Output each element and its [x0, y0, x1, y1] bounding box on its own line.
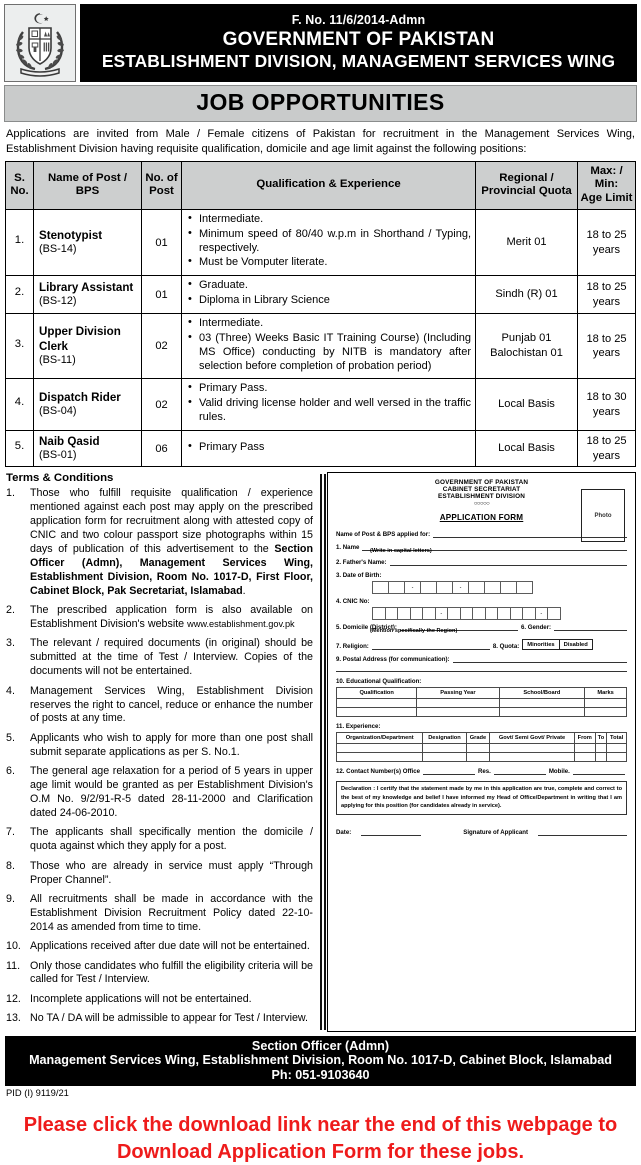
state-emblem: [4, 4, 76, 82]
experience-table: [336, 732, 627, 762]
footer-phone: Ph: 051-9103640: [271, 1068, 370, 1083]
education-table: [336, 687, 627, 717]
page-header: [0, 0, 641, 82]
footer-officer: Section Officer (Admn): [251, 1038, 390, 1053]
terms-item: Those who fulfill requisite qualification / experience mentioned against each post may apply on the prescribed application form for recruitment along with attested copy of CNIC and two colour passport size photographs within 15 days of publication of this advertisement to the Section Officer (Admn), Management Services Wing, Establishment Division, Room No. 1017-D, First Floor, Cabinet Block, Pak Secretariat, Islamabad.: [30, 487, 313, 597]
cnic-label: 4. CNIC No:: [336, 598, 370, 606]
posts-table: [5, 161, 636, 468]
cell-quota: Local Basis: [476, 379, 578, 431]
experience-row[interactable]: [337, 753, 627, 762]
dob-row: [336, 572, 627, 579]
col-sno: S. No.: [6, 161, 34, 209]
postal-address-input-2[interactable]: [336, 665, 627, 672]
cell-qualification: [182, 209, 476, 275]
form-division-line: ESTABLISHMENT DIVISION: [438, 493, 525, 501]
terms-item: Those who are already in service must apply “Through Proper Channel”.: [30, 859, 313, 886]
qualification-item: • Intermediate.: [186, 213, 471, 227]
cell-no-of-post: 01: [142, 209, 182, 275]
cell-sno: 3.: [6, 313, 34, 378]
table-row: [6, 209, 636, 275]
education-label: 10. Educational Qualification:: [336, 678, 422, 686]
cell-no-of-post: 02: [142, 313, 182, 378]
signature-row: [336, 829, 627, 836]
terms-item: The relevant / required documents (in original) should be submitted at the time of Test / Interview. Copies of the documents will not be entertained.: [30, 637, 313, 678]
mobile-phone-input[interactable]: [573, 768, 625, 775]
cnic-row: [336, 598, 627, 605]
terms-title: Terms & Conditions: [6, 472, 114, 485]
cell-post-name: Library Assistant (BS-12): [34, 276, 142, 314]
contact-label: 12. Contact Number(s) Office: [336, 768, 420, 776]
cell-quota: Punjab 01 Balochistan 01: [476, 313, 578, 378]
qualification-item: • Diploma in Library Science: [186, 294, 471, 308]
col-quota: Regional / Provincial Quota: [476, 161, 578, 209]
download-note: Please click the download link near the end of this webpage to Download Application Form for these jobs.: [23, 1114, 618, 1163]
date-input[interactable]: [361, 829, 421, 836]
ornament-divider: ○○○○○: [473, 501, 490, 508]
cell-age-limit: 18 to 25 years: [578, 313, 636, 378]
cell-post-name: Stenotypist (BS-14): [34, 209, 142, 275]
file-number: F. No. 11/6/2014-Admn: [291, 12, 426, 27]
declaration-text: Declaration : I certify that the statement made by me in this application are true, complete and correct to the best of my knowledge and belief I have informed my Head of Office/Department in writing that I am applying for this position (for candidates already in service).: [336, 781, 627, 814]
name-hint: (Write in capital letters): [370, 548, 432, 555]
terms-item: No TA / DA will be admissible to appear for Test / Interview.: [30, 1012, 309, 1025]
cell-post-name: Dispatch Rider (BS-04): [34, 379, 142, 431]
table-header-row: [6, 161, 636, 209]
terms-list: [5, 487, 313, 1026]
cell-sno: 2.: [6, 276, 34, 314]
job-opportunities-banner: [4, 85, 637, 122]
terms-item: All recruitments shall be made in accordance with the Establishment Division Recruitment Policy dated 22-10-2014 as amended from time to time.: [30, 892, 313, 933]
father-name-row: [336, 559, 627, 566]
form-secretariat-line: CABINET SECRETARIAT: [442, 486, 521, 494]
contact-row: [336, 768, 627, 775]
photo-placeholder: Photo: [581, 489, 625, 542]
experience-column-header: Organization/Department: [337, 733, 423, 744]
qualification-item: • Primary Pass.: [186, 382, 471, 396]
terms-item: Only those candidates who fulfill the eligibility criteria will be called for Test / Interview.: [30, 959, 313, 986]
experience-column-header: From: [574, 733, 595, 744]
table-row: [6, 276, 636, 314]
dob-boxes[interactable]: - -: [372, 581, 627, 594]
cell-no-of-post: 01: [142, 276, 182, 314]
terms-item: Management Services Wing, Establishment Division reserves the right to cancel, reduce or enhance the number of posts at any time.: [30, 684, 313, 725]
footer-contact-block: [5, 1036, 636, 1087]
education-column-header: Qualification: [337, 688, 417, 699]
res-phone-input[interactable]: [494, 768, 546, 775]
cell-quota: Merit 01: [476, 209, 578, 275]
education-column-header: Marks: [585, 688, 627, 699]
experience-column-header: Govt/ Semi Govt/ Private: [490, 733, 574, 744]
terms-item: The prescribed application form is also available on Establishment Division's website www.establishment.gov.pk: [30, 604, 313, 631]
state-emblem-icon: [8, 8, 72, 78]
quota-option-disabled[interactable]: Disabled: [559, 640, 592, 649]
signature-label: Signature of Applicant: [463, 828, 529, 836]
footer-address: Management Services Wing, Establishment Division, Room No. 1017-D, Cabinet Block, Islamabad: [29, 1052, 612, 1067]
postal-address-row: [336, 656, 627, 663]
religion-input[interactable]: [372, 643, 490, 650]
col-qualification: Qualification & Experience: [182, 161, 476, 209]
terms-item-emphasis: Section Officer (Admn), Management Services Wing, Establishment Division, Room No. 1017-D, First Floor, Cabinet Block, Pak Secretariat, Islamabad: [30, 543, 313, 597]
cell-sno: 1.: [6, 209, 34, 275]
gender-label: 6. Gender:: [520, 624, 552, 632]
division-title: ESTABLISHMENT DIVISION, MANAGEMENT SERVICES WING: [101, 51, 616, 72]
postal-address-row-2: [336, 665, 627, 672]
terms-item: Incomplete applications will not be entertained.: [30, 992, 252, 1005]
lower-section: [5, 472, 636, 1031]
religion-quota-row: [336, 639, 627, 650]
application-form: [327, 472, 636, 1031]
table-row: [6, 379, 636, 431]
education-column-header: School/Board: [499, 688, 585, 699]
cell-quota: Local Basis: [476, 430, 578, 466]
qualification-item: • Graduate.: [186, 279, 471, 293]
quota-options[interactable]: [522, 639, 593, 650]
banner-text: JOB OPPORTUNITIES: [196, 89, 445, 115]
father-name-input[interactable]: [390, 559, 627, 566]
signature-input[interactable]: [538, 829, 627, 836]
col-post-name: Name of Post / BPS: [34, 161, 142, 209]
cell-sno: 4.: [6, 379, 34, 431]
gender-input[interactable]: [554, 624, 627, 631]
office-phone-input[interactable]: [423, 768, 475, 775]
post-applied-label: Name of Post & BPS applied for:: [336, 531, 431, 539]
terms-item: The applicants shall specifically mention the domicile / quota against which they apply for a post.: [30, 826, 313, 853]
cell-qualification: [182, 313, 476, 378]
experience-column-header: To: [595, 733, 607, 744]
mobile-label: Mobile.: [548, 768, 570, 776]
postal-address-input[interactable]: [453, 656, 627, 663]
qualification-item: • 03 (Three) Weeks Basic IT Training Course) (Including MS Office) conducting by NITB is mandatory after selection before completion of probation period): [186, 332, 471, 374]
education-header-row: [337, 688, 627, 699]
cell-no-of-post: 02: [142, 379, 182, 431]
cell-age-limit: 18 to 25 years: [578, 276, 636, 314]
father-name-label: 2. Father's Name:: [336, 559, 387, 567]
cell-age-limit: 18 to 30 years: [578, 379, 636, 431]
cell-age-limit: 18 to 25 years: [578, 209, 636, 275]
res-label: Res.: [477, 768, 491, 776]
quota-label: 8. Quota:: [492, 643, 520, 651]
cell-age-limit: 18 to 25 years: [578, 430, 636, 466]
cell-post-name: Naib Qasid (BS-01): [34, 430, 142, 466]
header-title-block: [80, 4, 637, 82]
pid-number: PID (I) 9119/21: [6, 1087, 69, 1099]
government-title: GOVERNMENT OF PAKISTAN: [222, 28, 495, 50]
establishment-website-link[interactable]: www.establishment.gov.pk: [187, 619, 295, 630]
cell-qualification: [182, 430, 476, 466]
domicile-hint: (Mention specifically the Region): [370, 628, 458, 635]
cell-qualification: [182, 379, 476, 431]
date-label: Date:: [336, 828, 352, 836]
col-no-of-post: No. of Post: [142, 161, 182, 209]
postal-address-label: 9. Postal Address (for communication):: [336, 656, 450, 664]
cell-post-name: Upper Division Clerk (BS-11): [34, 313, 142, 378]
terms-and-conditions: [5, 472, 318, 1031]
dob-label: 3. Date of Birth:: [336, 572, 382, 580]
qualification-item: • Valid driving license holder and well versed in the traffic rules.: [186, 397, 471, 425]
education-column-header: Passing Year: [417, 688, 499, 699]
experience-column-header: Grade: [466, 733, 490, 744]
experience-column-header: Total: [607, 733, 627, 744]
religion-label: 7. Religion:: [336, 643, 369, 651]
qualification-item: • Must be Vomputer literate.: [186, 256, 471, 270]
column-divider: [318, 472, 327, 1031]
qualification-item: • Primary Pass: [186, 441, 471, 455]
education-row[interactable]: [337, 699, 627, 708]
domicile-label: 5. Domicile (District):: [336, 624, 397, 632]
terms-item: Applications received after due date will not be entertained.: [30, 940, 310, 953]
cell-qualification: [182, 276, 476, 314]
name-label: 1. Name: [336, 544, 360, 552]
experience-header-row: [337, 733, 627, 744]
intro-paragraph: Applications are invited from Male / Female citizens of Pakistan for recruitment in the Management Services Wing, Establishment Division having requisite qualification, domicile and age limit against the following positions:: [6, 128, 635, 155]
qualification-item: • Intermediate.: [186, 317, 471, 331]
application-form-column: [327, 472, 636, 1031]
cell-sno: 5.: [6, 430, 34, 466]
cnic-boxes[interactable]: - -: [372, 607, 627, 620]
posts-table-body: [6, 209, 636, 467]
cell-quota: Sindh (R) 01: [476, 276, 578, 314]
form-title: APPLICATION FORM: [439, 513, 524, 523]
form-gov-line: GOVERNMENT OF PAKISTAN: [434, 479, 529, 487]
experience-column-header: Designation: [423, 733, 466, 744]
experience-label: 11. Experience:: [336, 723, 381, 731]
quota-option-minorities[interactable]: Minorities: [527, 641, 555, 648]
terms-item: The general age relaxation for a period of 5 years in upper age limit would be granted as per Establishment Division's O.M No. 9/2/91-R-5 dated 28-11-2000 and Clarification dated 24-06-2010.: [30, 765, 313, 819]
table-row: [6, 313, 636, 378]
table-row: [6, 430, 636, 466]
qualification-item: • Minimum speed of 80/40 w.p.m in Shorthand / Typing, respectively.: [186, 228, 471, 256]
education-row[interactable]: [337, 708, 627, 717]
posts-table-wrapper: [5, 161, 636, 468]
terms-item: Applicants who wish to apply for more than one post shall submit separate applications as per S. No.1.: [30, 731, 313, 758]
cell-no-of-post: 06: [142, 430, 182, 466]
col-age-limit: Max: / Min: Age Limit: [578, 161, 636, 209]
experience-row[interactable]: [337, 744, 627, 753]
